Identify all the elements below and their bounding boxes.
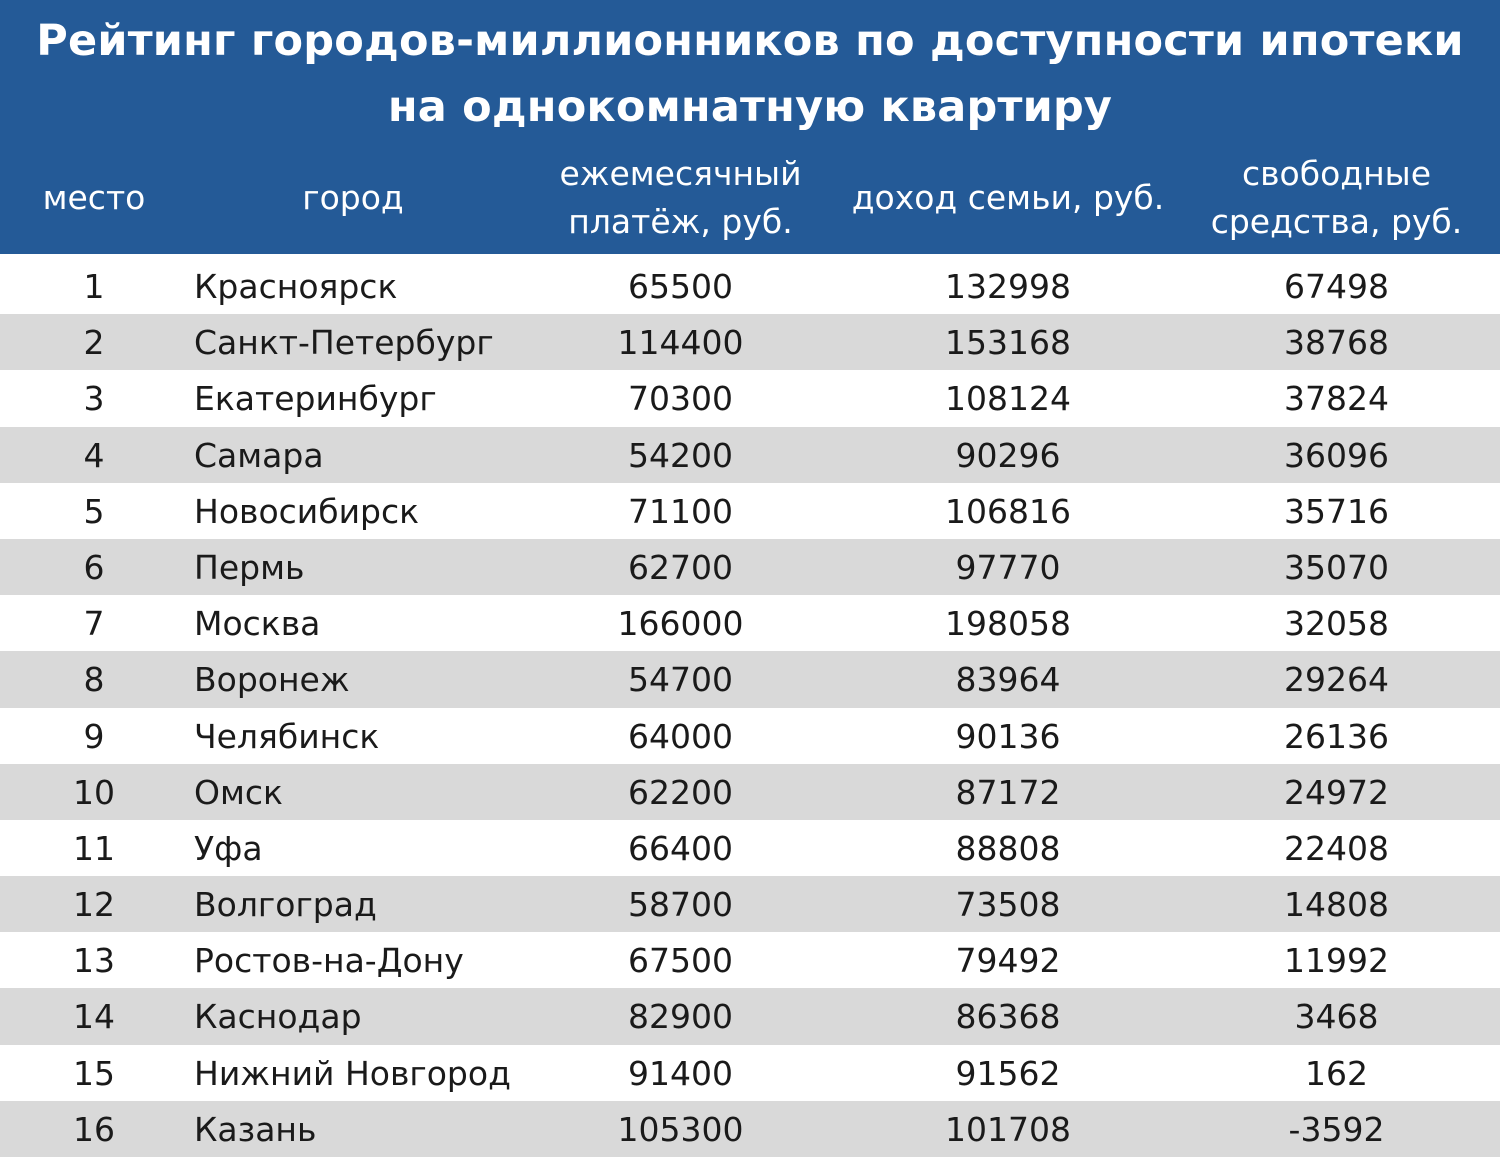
- cell-free-funds: 22408: [1284, 828, 1389, 868]
- cell-payment: 62700: [628, 547, 733, 587]
- cell-place: 3: [83, 379, 105, 419]
- table-row: [0, 314, 1500, 370]
- cell-city: Уфа: [194, 828, 263, 868]
- cell-payment: 54200: [628, 435, 733, 475]
- cell-income: 108124: [945, 379, 1071, 419]
- cell-payment: 65500: [628, 267, 733, 306]
- table-row: [0, 483, 1500, 539]
- cell-place: 11: [73, 828, 115, 868]
- cell-place: 8: [83, 660, 105, 700]
- cell-place: 5: [83, 491, 105, 531]
- cell-payment: 67500: [628, 941, 733, 981]
- table-row: [0, 988, 1500, 1044]
- cell-income: 87172: [955, 772, 1061, 812]
- cell-free-funds: 14808: [1284, 885, 1389, 925]
- column-header-place: место: [42, 178, 146, 217]
- cell-free-funds: 37824: [1284, 379, 1389, 419]
- cell-income: 88808: [955, 828, 1061, 868]
- cell-income: 79492: [955, 941, 1061, 981]
- table-row: [0, 1045, 1500, 1101]
- cell-place: 2: [83, 323, 105, 363]
- cell-city: Санкт-Петербург: [194, 323, 494, 363]
- table-row: [0, 1101, 1500, 1157]
- cell-income: 153168: [945, 323, 1071, 363]
- cell-city: Екатеринбург: [194, 379, 437, 419]
- cell-free-funds: 162: [1305, 1053, 1368, 1093]
- cell-free-funds: 67498: [1284, 267, 1389, 306]
- cell-place: 9: [83, 716, 105, 756]
- table-header: [0, 0, 1500, 254]
- cell-payment: 70300: [628, 379, 733, 419]
- cell-payment: 114400: [617, 323, 744, 363]
- cell-payment: 54700: [628, 660, 733, 700]
- cell-place: 6: [83, 547, 105, 587]
- cell-place: 16: [73, 1109, 115, 1149]
- cell-payment: 64000: [628, 716, 733, 756]
- cell-income: 86368: [955, 997, 1061, 1037]
- table-row: [0, 595, 1500, 651]
- cell-income: 101708: [945, 1109, 1071, 1149]
- cell-free-funds: 32058: [1284, 604, 1389, 644]
- cell-city: Каснодар: [194, 997, 362, 1037]
- cell-payment: 91400: [628, 1053, 733, 1093]
- cell-city: Москва: [194, 604, 321, 644]
- cell-city: Красноярск: [194, 267, 398, 306]
- cell-free-funds: 24972: [1284, 772, 1389, 812]
- table-body: [0, 258, 1500, 1157]
- table-row: [0, 427, 1500, 483]
- cell-place: 15: [73, 1053, 115, 1093]
- cell-city: Ростов-на-Дону: [194, 941, 464, 981]
- cell-city: Казань: [194, 1109, 317, 1149]
- cell-city: Нижний Новгород: [194, 1053, 511, 1093]
- cell-free-funds: 35070: [1284, 547, 1389, 587]
- cell-free-funds: 26136: [1284, 716, 1389, 756]
- cell-payment: 105300: [617, 1109, 744, 1149]
- cell-free-funds: 29264: [1284, 660, 1389, 700]
- cell-city: Самара: [194, 435, 324, 475]
- cell-place: 12: [73, 885, 115, 925]
- cell-city: Челябинск: [194, 716, 380, 756]
- cell-payment: 58700: [628, 885, 733, 925]
- cell-income: 132998: [945, 267, 1071, 306]
- cell-income: 198058: [945, 604, 1071, 644]
- cell-income: 83964: [955, 660, 1061, 700]
- table-row: [0, 258, 1500, 314]
- table-row: [0, 651, 1500, 707]
- table-row: [0, 370, 1500, 426]
- cell-place: 14: [73, 997, 115, 1037]
- cell-income: 73508: [955, 885, 1061, 925]
- cell-city: Воронеж: [194, 660, 350, 700]
- cell-city: Волгоград: [194, 885, 377, 925]
- cell-place: 4: [83, 435, 105, 475]
- column-header-family-income: доход семьи, руб.: [851, 178, 1165, 217]
- cell-city: Пермь: [194, 547, 305, 587]
- page-title: Рейтинг городов-миллионников по доступности ипотеки на однокомнатную квартиру: [36, 16, 1464, 132]
- cell-payment: 66400: [628, 828, 733, 868]
- column-header-free-funds: свободные средства, руб.: [1210, 154, 1463, 241]
- cell-payment: 71100: [628, 491, 733, 531]
- cell-place: 10: [73, 772, 115, 812]
- cell-place: 7: [83, 604, 105, 644]
- table-row: [0, 539, 1500, 595]
- cell-free-funds: -3592: [1288, 1109, 1385, 1149]
- cell-place: 1: [83, 267, 105, 306]
- cell-income: 90136: [955, 716, 1061, 756]
- cell-free-funds: 35716: [1284, 491, 1389, 531]
- table-row: [0, 764, 1500, 820]
- table-row: [0, 708, 1500, 764]
- cell-free-funds: 38768: [1284, 323, 1389, 363]
- column-header-monthly-payment: ежемесячный платёж, руб.: [559, 154, 802, 241]
- cell-payment: 62200: [628, 772, 733, 812]
- column-header-city: город: [302, 178, 404, 217]
- cell-payment: 166000: [617, 604, 744, 644]
- cell-income: 91562: [955, 1053, 1061, 1093]
- table-row: [0, 932, 1500, 988]
- cell-free-funds: 3468: [1294, 997, 1379, 1037]
- table-row: [0, 820, 1500, 876]
- cell-free-funds: 11992: [1284, 941, 1389, 981]
- cell-income: 90296: [955, 435, 1061, 475]
- cell-place: 13: [73, 941, 115, 981]
- cell-income: 97770: [955, 547, 1061, 587]
- cell-free-funds: 36096: [1284, 435, 1389, 475]
- cell-city: Омск: [194, 772, 283, 812]
- cell-city: Новосибирск: [194, 491, 420, 531]
- cell-income: 106816: [945, 491, 1071, 531]
- cell-payment: 82900: [628, 997, 733, 1037]
- table-row: [0, 876, 1500, 932]
